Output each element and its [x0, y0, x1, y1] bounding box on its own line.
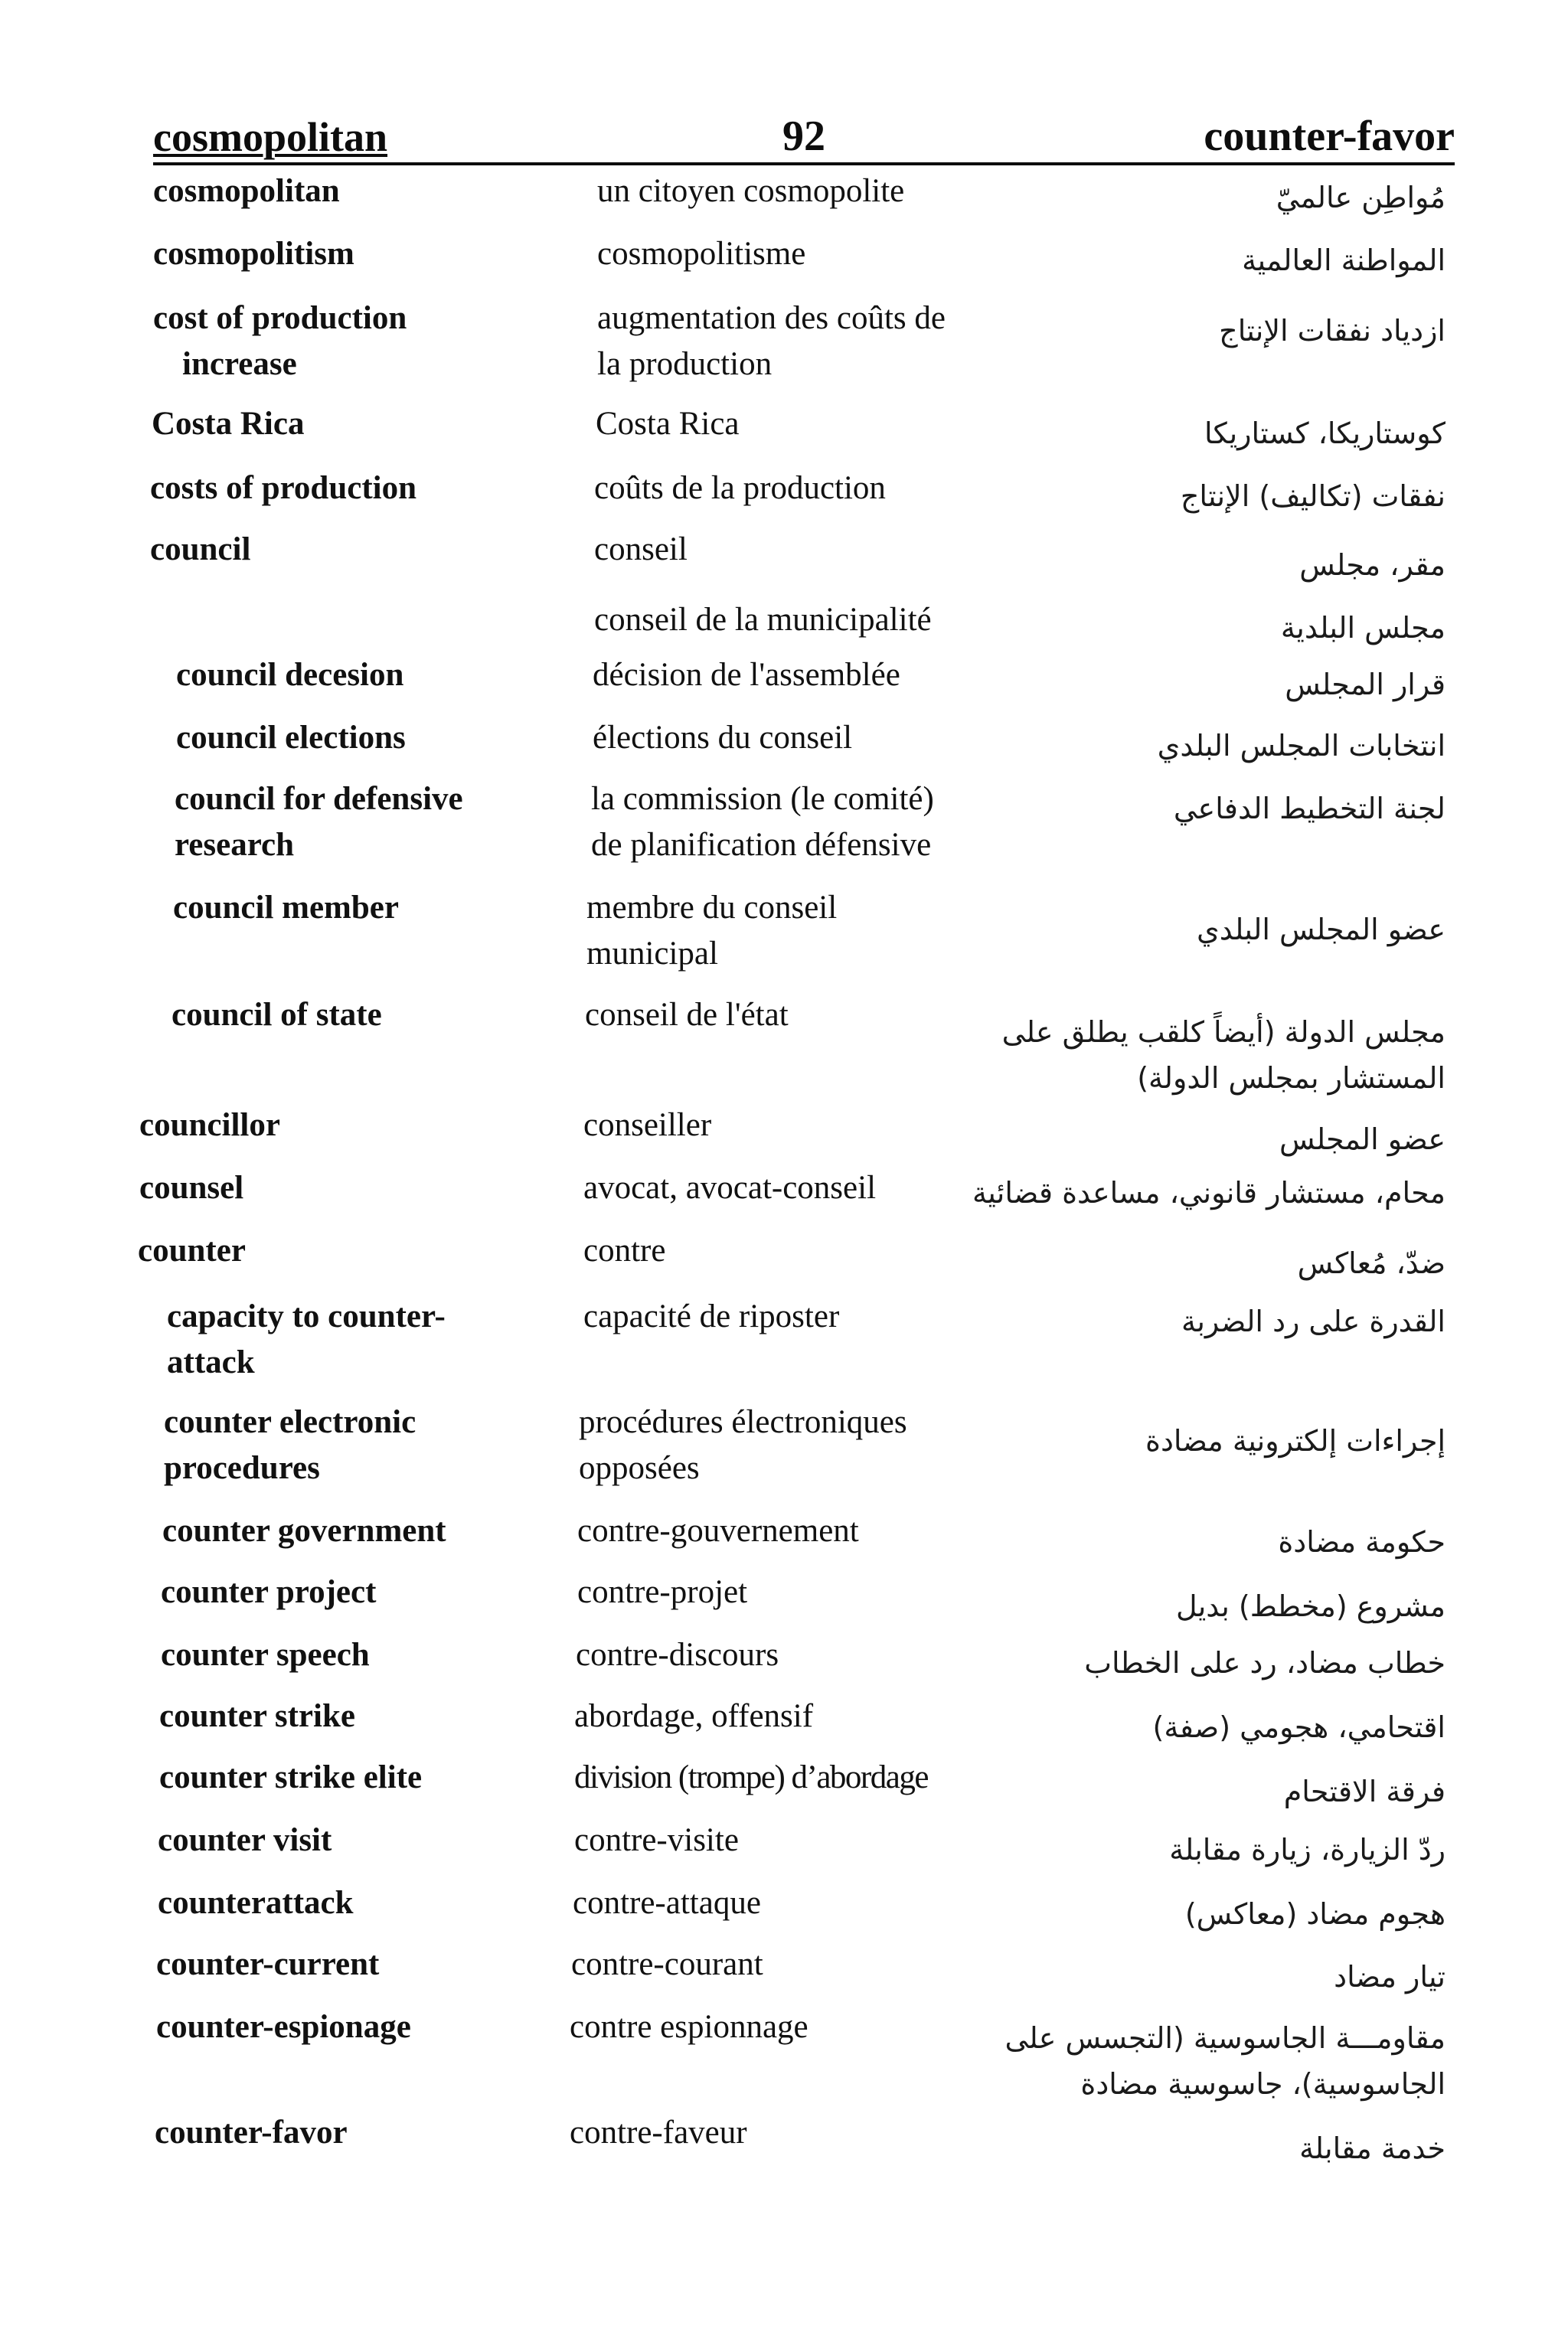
french-term: augmentation des coûts de la production — [597, 300, 946, 382]
arabic-term: ردّ الزيارة، زيارة مقابلة — [1169, 1833, 1446, 1867]
arabic-term: خطاب مضاد، رد على الخطاب — [1084, 1646, 1446, 1680]
french-term: contre — [583, 1233, 666, 1269]
english-term: capacity to counter- attack — [167, 1298, 446, 1380]
english-term: councillor — [139, 1107, 280, 1143]
french-term: décision de l'assemblée — [593, 657, 900, 693]
arabic-term: قرار المجلس — [1285, 668, 1446, 701]
french-term: conseil de la municipalité — [594, 602, 932, 638]
french-term: membre du conseil municipal — [586, 890, 838, 972]
arabic-term: خدمة مقابلة — [1299, 2131, 1446, 2165]
french-term: capacité de riposter — [583, 1298, 840, 1334]
english-term: Costa Rica — [152, 406, 305, 442]
french-term: contre-faveur — [570, 2115, 747, 2151]
header-last-entry: counter-favor — [1204, 113, 1455, 160]
english-term: council for defensive research — [175, 781, 463, 863]
arabic-term: نفقات (تكاليف) الإنتاج — [1180, 479, 1446, 513]
arabic-term: مقر، مجلس — [1299, 548, 1446, 582]
english-term: council member — [173, 890, 399, 926]
arabic-term: مُواطِن عالميّ — [1276, 181, 1446, 214]
english-term: cost of production increase — [153, 300, 407, 382]
french-term: contre-gouvernement — [577, 1513, 859, 1549]
header-rule — [153, 162, 1455, 165]
header-first-entry: cosmopolitan — [153, 114, 388, 160]
arabic-term: عضو المجلس البلدي — [1197, 913, 1446, 946]
english-term: counter-espionage — [156, 2009, 411, 2045]
arabic-term: مجلس البلدية — [1280, 611, 1446, 645]
english-term: counter speech — [161, 1637, 370, 1673]
english-term: counter-current — [156, 1946, 380, 1982]
french-term: conseiller — [583, 1107, 712, 1143]
french-term: cosmopolitisme — [597, 236, 806, 272]
french-term: contre-visite — [574, 1822, 739, 1858]
arabic-term: هجوم مضاد (معاكس) — [1184, 1897, 1446, 1931]
english-term: counter project — [161, 1574, 377, 1610]
english-term: counter — [138, 1233, 246, 1269]
arabic-term: عضو المجلس — [1279, 1122, 1446, 1156]
french-term: contre-projet — [577, 1574, 748, 1610]
french-term: conseil — [594, 531, 688, 567]
french-term: avocat, avocat-conseil — [583, 1170, 877, 1206]
english-term: counsel — [139, 1170, 244, 1206]
english-term: counterattack — [158, 1885, 354, 1921]
arabic-term: كوستاريكا، كستاريكا — [1204, 416, 1446, 450]
arabic-term: اقتحامي، هجومي (صفة) — [1152, 1710, 1446, 1744]
french-term: contre-attaque — [573, 1885, 761, 1921]
arabic-term: ضدّ، مُعاكس — [1297, 1246, 1446, 1280]
arabic-term: القدرة على رد الضربة — [1181, 1305, 1446, 1338]
arabic-term: إجراءات إلكترونية مضادة — [1145, 1424, 1446, 1458]
french-term: coûts de la production — [594, 470, 886, 506]
arabic-term: مجلس الدولة (أيضاً كلقب يطلق على المستشار بمجلس الدولة) — [1001, 1015, 1446, 1095]
french-term: division (trompe) d’abordage — [574, 1759, 928, 1795]
french-term: la commission (le comité) de planification défensive — [591, 781, 934, 863]
english-term: costs of production — [150, 470, 417, 506]
english-term: council decesion — [176, 657, 404, 693]
french-term: procédures électroniques opposées — [579, 1404, 907, 1486]
french-term: abordage, offensif — [574, 1698, 814, 1734]
page-number: 92 — [782, 113, 825, 160]
french-term: contre-discours — [576, 1637, 779, 1673]
english-term: counter strike elite — [159, 1759, 423, 1795]
french-term: un citoyen cosmopolite — [597, 173, 905, 209]
french-term: élections du conseil — [593, 720, 853, 756]
page-header — [153, 104, 1455, 165]
french-term: contre espionnage — [570, 2009, 808, 2045]
arabic-term: محام، مستشار قانوني، مساعدة قضائية — [972, 1176, 1446, 1210]
english-term: council of state — [172, 997, 382, 1033]
french-term: contre-courant — [571, 1946, 763, 1982]
english-term: counter strike — [159, 1698, 355, 1734]
english-term: cosmopolitan — [153, 173, 340, 209]
english-term: counter electronic procedures — [164, 1404, 416, 1486]
french-term: conseil de l'état — [585, 997, 789, 1033]
arabic-term: مشروع (مخطط) بديل — [1175, 1589, 1446, 1623]
arabic-term: المواطنة العالمية — [1242, 243, 1446, 277]
english-term: council — [150, 531, 251, 567]
arabic-term: فرقة الاقتحام — [1283, 1775, 1446, 1808]
english-term: cosmopolitism — [153, 236, 354, 272]
arabic-term: ازدياد نفقات الإنتاج — [1219, 314, 1446, 348]
french-term: Costa Rica — [596, 406, 740, 442]
arabic-term: انتخابات المجلس البلدي — [1157, 729, 1446, 763]
arabic-term: مقاومـــة الجاسوسية (التجسس على الجاسوسية)، جاسوسية مضادة — [1004, 2021, 1446, 2101]
english-term: council elections — [176, 720, 406, 756]
english-term: counter-favor — [155, 2115, 348, 2151]
arabic-term: تيار مضاد — [1334, 1960, 1446, 1994]
english-term: counter visit — [158, 1822, 332, 1858]
arabic-term: حكومة مضادة — [1278, 1525, 1446, 1559]
arabic-term: لجنة التخطيط الدفاعي — [1173, 792, 1446, 825]
english-term: counter government — [162, 1513, 446, 1549]
